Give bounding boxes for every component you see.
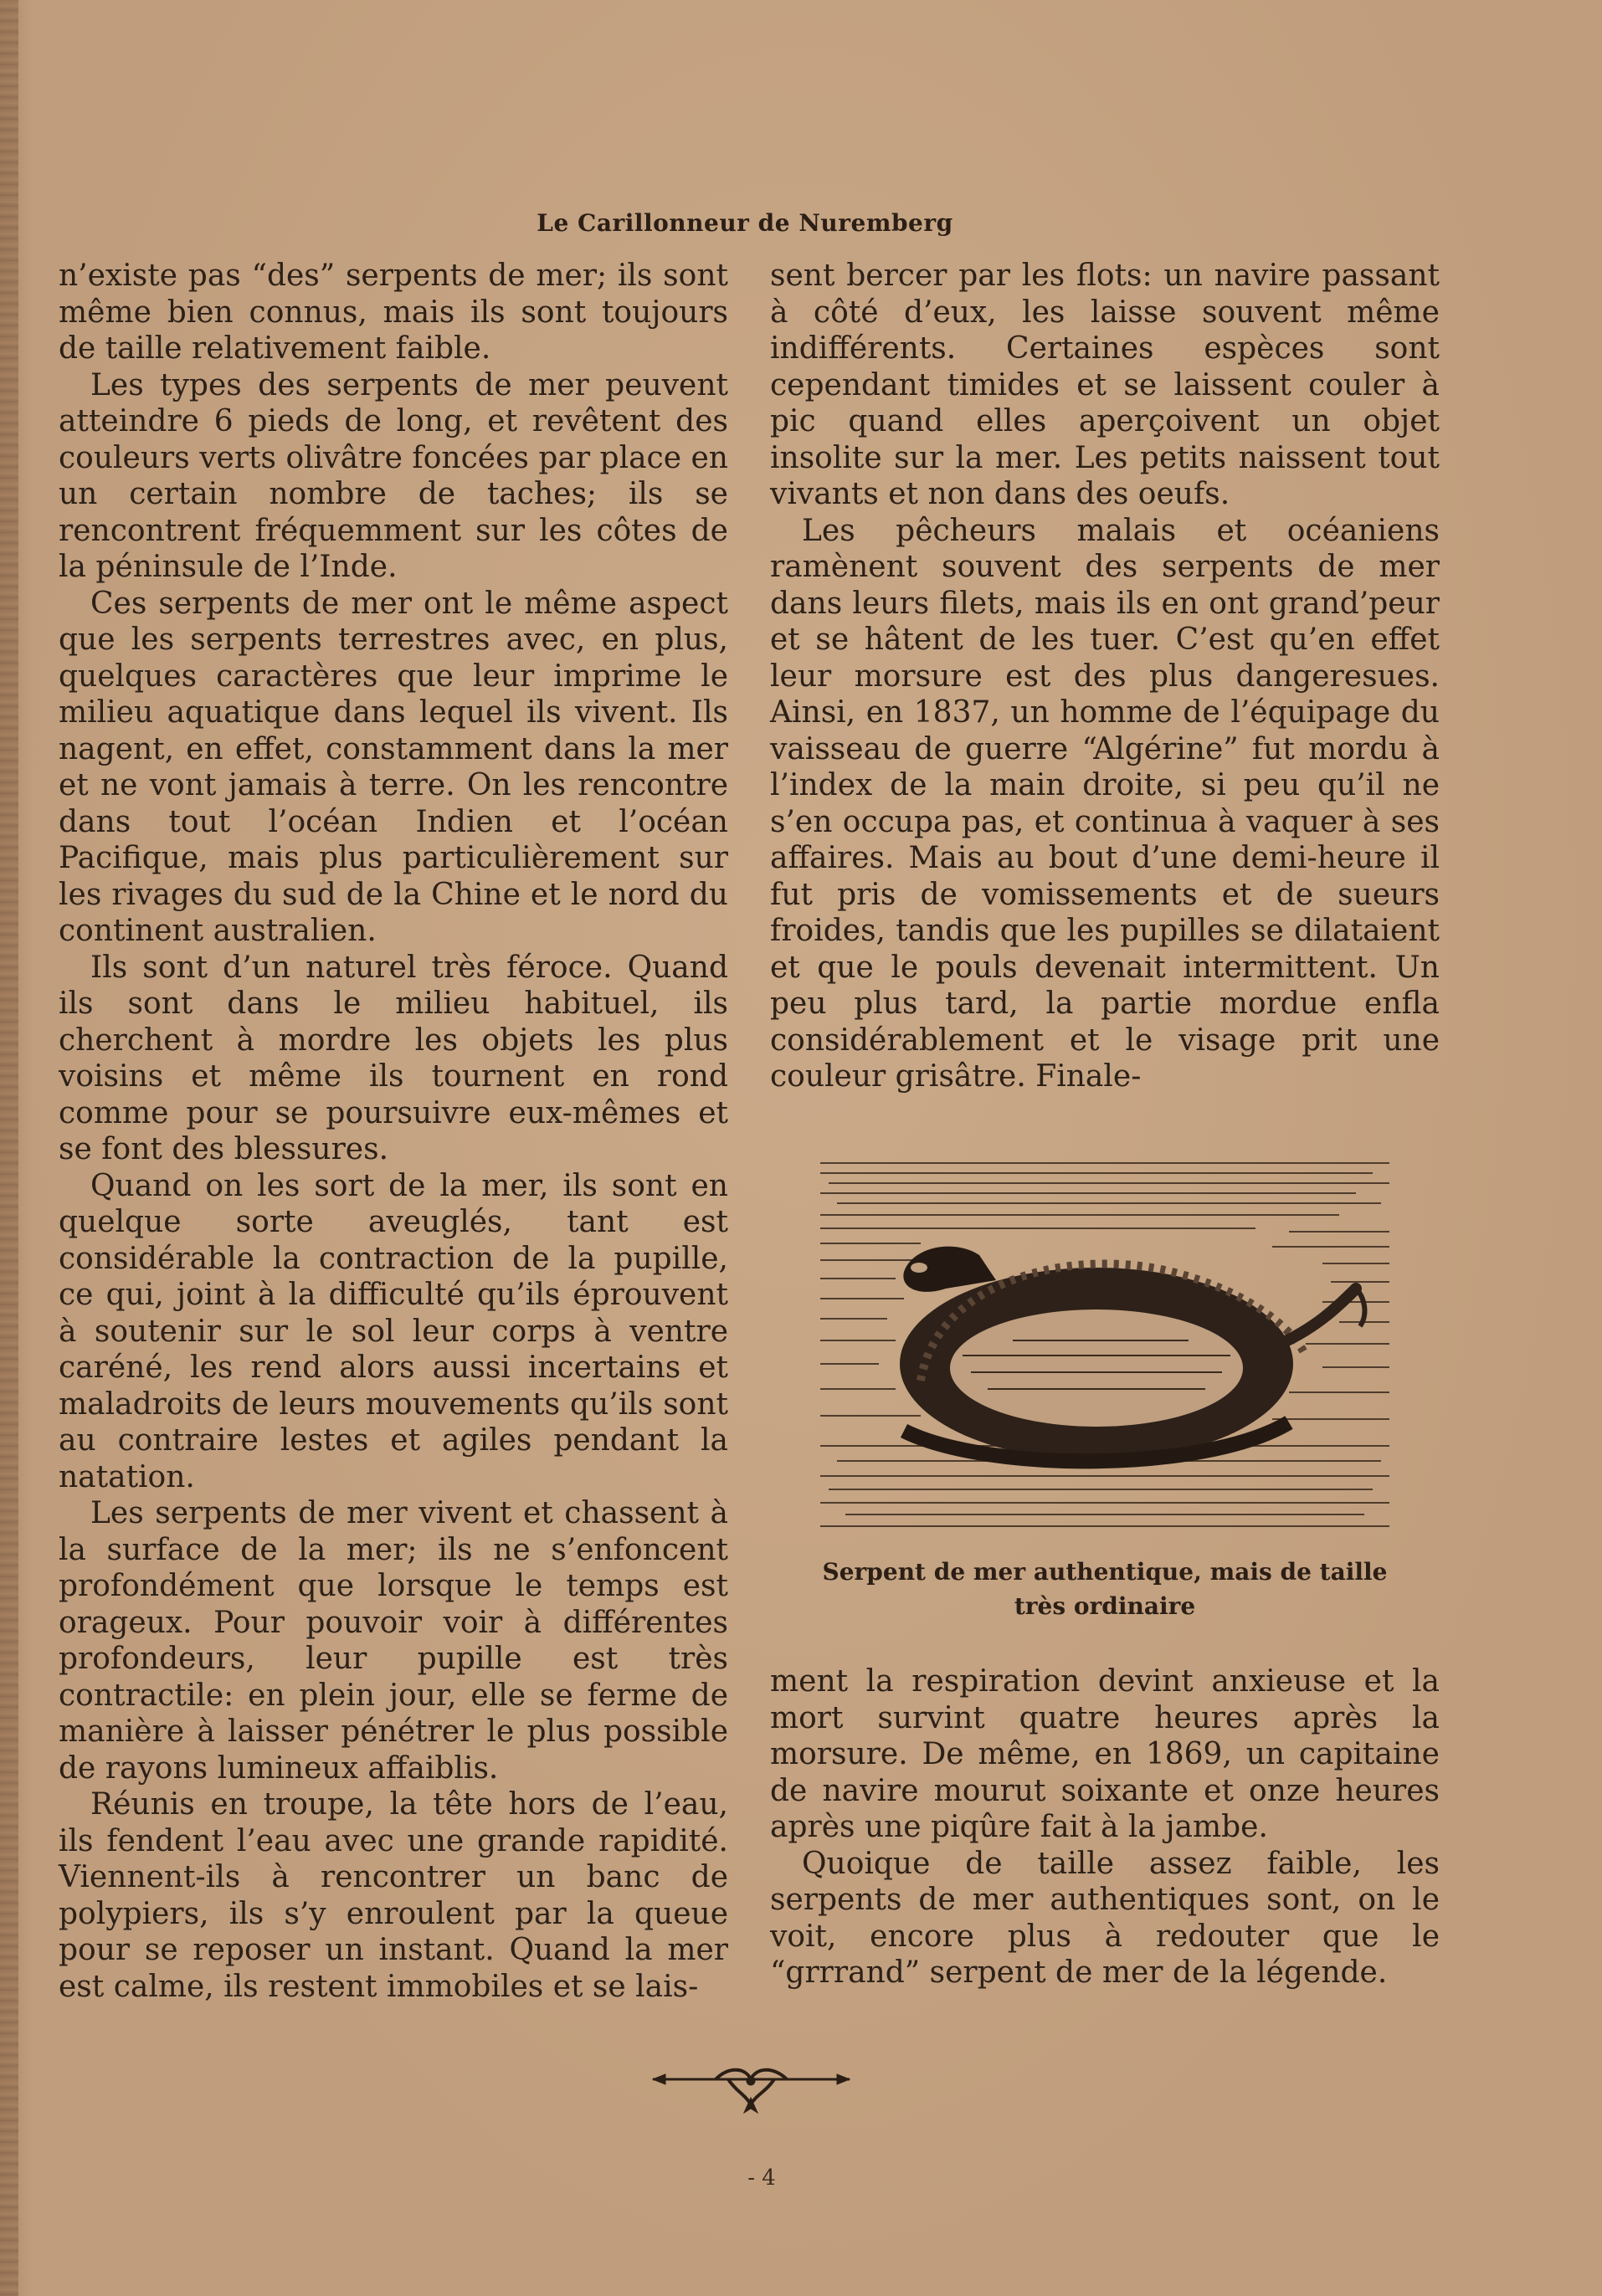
paragraph: Quoique de taille assez faible, les serpents de mer authentiques sont, on le voit, encore plus à redouter que le “grrrand” serpent de mer de la légende. — [770, 1846, 1440, 1990]
paragraph: ment la respiration devint anxieuse et la mort survint quatre heures après la morsure. De même, en 1869, un capitaine de navire mourut soixante et onze heures après une piqûre fait à la jambe. — [770, 1664, 1440, 1844]
left-column — [59, 258, 728, 2005]
paragraph: Les serpents de mer vivent et chassent à la surface de la mer; ils ne s’enfoncent profondément que lorsque le temps est orageux. Pour pouvoir voir à différentes profondeurs, leur pupille est très contractile: en plein jour, elle se ferme de manière à laisser pénétrer le plus possible de rayons lumineux affaiblis. — [59, 1496, 728, 1786]
figure-caption — [770, 1555, 1440, 1623]
paragraph: Ils sont d’un naturel très féroce. Quand ils sont dans le milieu habituel, ils cherchent à mordre les objets les plus voisins et même ils tournent en rond comme pour se poursuivre eux-mêmes et se font des blessures. — [59, 950, 728, 1166]
paragraph: Ces serpents de mer ont le même aspect que les serpents terrestres avec, en plus, quelques caractères que leur imprime le milieu aquatique dans lequel ils vivent. Ils nagent, en effet, constamment dans la mer et ne vont jamais à terre. On les rencontre dans tout l’océan Indien et l’océan Pacifique, mais plus particulièrement sur les rivages du sud de la Chine et le nord du continent australien. — [59, 586, 728, 948]
serpent-body — [900, 1247, 1364, 1462]
running-title: Le Carillonneur de Nuremberg — [537, 209, 953, 237]
paragraph: Les pêcheurs malais et océaniens ramènent souvent des serpents de mer dans leurs filets, mais ils en ont grand’peur et se hâtent de les tuer. C’est qu’en effet leur morsure est des plus dangeresues. Ainsi, en 1837, un homme de l’équipage du vaisseau de guerre “Algérine” fut mordu à l’index de la main droite, si peu qu’il ne s’en occupa pas, et continua à vaquer à ses affaires. Mais au bout d’une demi-heure il fut pris de vomissements et de sueurs froides, tandis que les pupilles se dilataient et que le pouls devenait intermittent. Un peu plus tard, la partie mordue enfla considérablement et le visage prit une couleur grisâtre. Finale- — [770, 513, 1440, 1094]
page-binding-edge — [0, 0, 18, 2296]
sea-serpent-illustration — [820, 1155, 1389, 1540]
page-number: - 4 — [747, 2165, 776, 2191]
paragraph: Réunis en troupe, la tête hors de l’eau, ils fendent l’eau avec une grande rapidité. Viennent-ils à rencontrer un banc de polypiers, ils s’y enroulent par la queue pour se reposer un instant. Quand la mer est calme, ils restent immobiles et se lais- — [59, 1787, 728, 2004]
paragraph: Les types des serpents de mer peuvent atteindre 6 pieds de long, et revêtent des couleurs verts olivâtre foncées par place en un certain nombre de taches; ils se rencontrent fréquemment sur les côtes de la péninsule de l’Inde. — [59, 367, 728, 584]
fleuron-ornament — [649, 2063, 854, 2121]
caption-line: très ordinaire — [1014, 1592, 1196, 1620]
right-column-bottom — [770, 1663, 1440, 1991]
paragraph: sent bercer par les flots: un navire passant à côté d’eux, les laisse souvent même indifférents. Certaines espèces sont cependant timides et se laissent couler à pic quand elles aperçoivent un objet insolite sur la mer. Les petits naissent tout vivants et non dans des oeufs. — [770, 259, 1440, 511]
caption-line: Serpent de mer authentique, mais de taille — [822, 1558, 1388, 1586]
paragraph: n’existe pas “des” serpents de mer; ils sont même bien connus, mais ils sont toujours de taille relativement faible. — [59, 259, 728, 366]
right-column-top — [770, 258, 1440, 1095]
paragraph: Quand on les sort de la mer, ils sont en quelque sorte aveuglés, tant est considérable la contraction de la pupille, ce qui, joint à la difficulté qu’ils éprouvent à soutenir sur le sol leur corps à ventre caréné, les rend alors aussi incertains et maladroits de leurs mouvements qu’ils sont au contraire lestes et agiles pendant la natation. — [59, 1168, 728, 1494]
